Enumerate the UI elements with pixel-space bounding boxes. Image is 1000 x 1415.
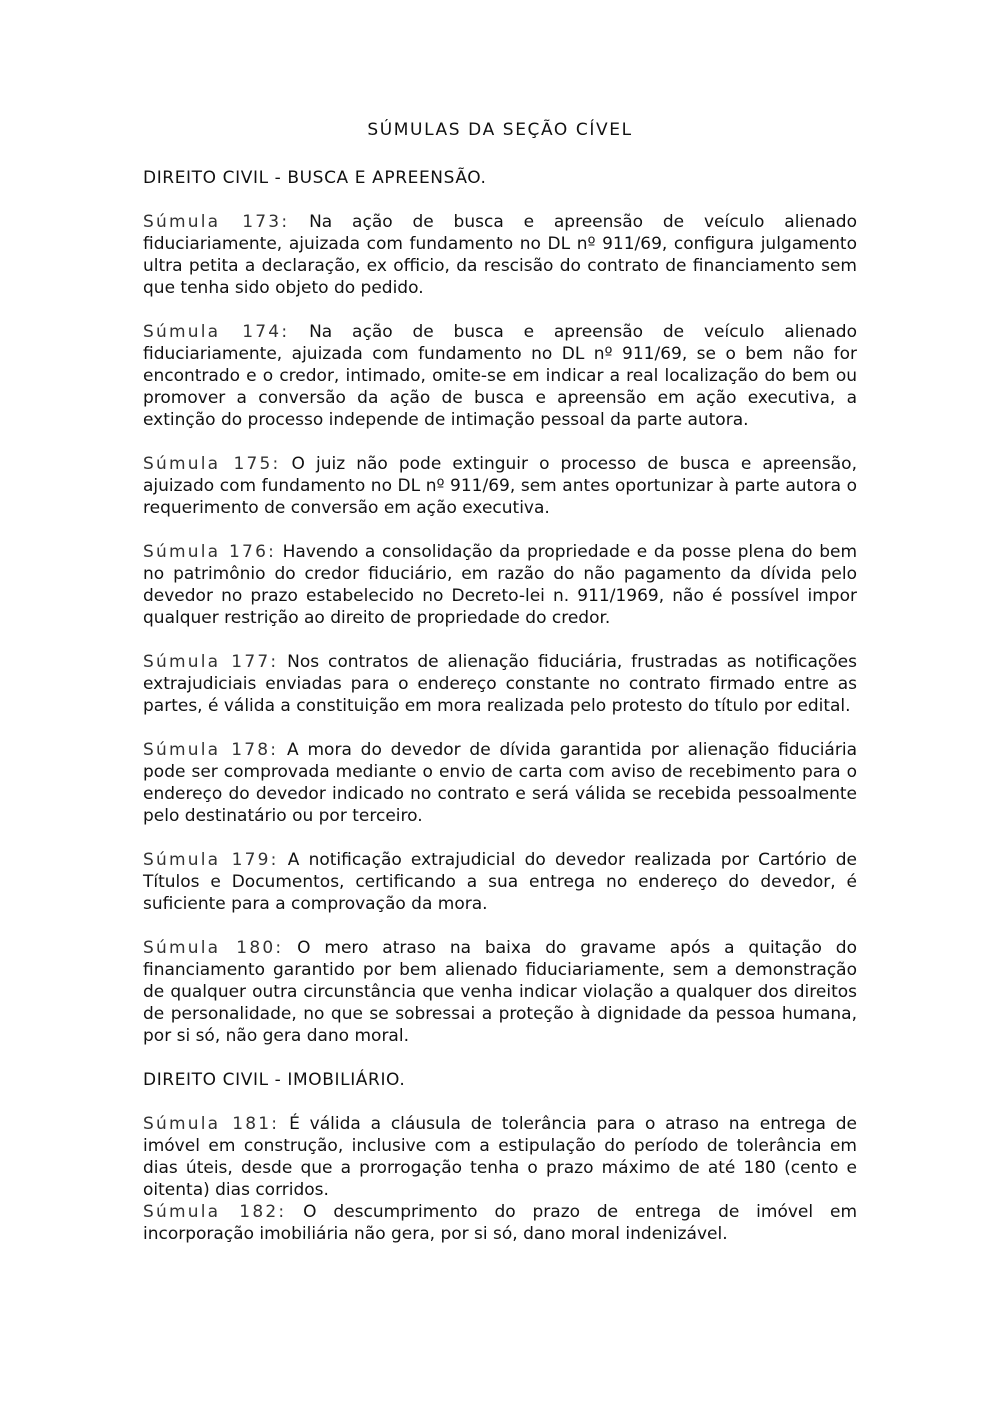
sumula-text: A notificação extrajudicial do devedor realizada por Cartório de Títulos e Documentos, certificando a sua entrega no endereço do devedor, é suficiente para a comprovação da mora.: [143, 850, 857, 914]
sumula-label: Súmula 178:: [143, 740, 279, 760]
sumula-175: [143, 453, 857, 519]
sumula-text: O mero atraso na baixa do gravame após a quitação do financiamento garantido por bem alienado fiduciariamente, sem a demonstração de qualquer outra circunstância que venha indicar violação a qualquer dos direitos de personalidade, no que se sobressai a proteção à dignidade da pessoa humana, por si só, não gera dano moral.: [143, 938, 857, 1046]
sumula-label: Súmula 176:: [143, 542, 277, 562]
sumula-173: [143, 211, 857, 299]
sumula-text: Na ação de busca e apreensão de veículo alienado fiduciariamente, ajuizada com fundamento no DL nº 911/69, configura julgamento ultra petita a declaração, ex officio, da rescisão do contrato de financiamento sem que tenha sido objeto do pedido.: [143, 212, 857, 298]
sumula-176: [143, 541, 857, 629]
sumula-text: É válida a cláusula de tolerância para o atraso na entrega de imóvel em construção, inclusive com a estipulação do período de tolerância em dias úteis, desde que a prorrogação tenha o prazo máximo de até 180 (cento e oitenta) dias corridos.: [143, 1114, 858, 1200]
sumula-label: Súmula 173:: [143, 212, 290, 232]
sumula-180: [143, 937, 857, 1047]
sumula-182: [143, 1201, 857, 1245]
sumula-label: Súmula 175:: [143, 454, 281, 474]
sumula-text: Havendo a consolidação da propriedade e da posse plena do bem no patrimônio do credor fiduciário, em razão do não pagamento da dívida pelo devedor no prazo estabelecido no Decreto-lei n. 911/1969, não é possível impor qualquer restrição ao direito de propriedade do credor.: [143, 542, 857, 628]
sumula-label: Súmula 181:: [143, 1114, 280, 1134]
sumula-text: Na ação de busca e apreensão de veículo alienado fiduciariamente, ajuizada com fundamento no DL nº 911/69, se o bem não for encontrado e o credor, intimado, omite-se em indicar a real localização do bem ou promover a conversão da ação de busca e apreensão em ação executiva, a extinção do processo independe de intimação pessoal da parte autora.: [143, 322, 857, 430]
document-title: SÚMULAS DA SEÇÃO CÍVEL: [367, 120, 633, 140]
sumula-174: [143, 321, 857, 431]
sumula-label: Súmula 177:: [143, 652, 279, 672]
section-heading-imobiliario: DIREITO CIVIL - IMOBILIÁRIO.: [143, 1070, 406, 1090]
section-heading-busca-apreensao: DIREITO CIVIL - BUSCA E APREENSÃO.: [143, 168, 487, 188]
sumula-179: [143, 849, 857, 915]
sumula-label: Súmula 180:: [143, 938, 284, 958]
sumula-label: Súmula 182:: [143, 1202, 287, 1222]
sumula-text: O juiz não pode extinguir o processo de busca e apreensão, ajuizado com fundamento no DL nº 911/69, sem antes oportunizar à parte autora o requerimento de conversão em ação executiva.: [143, 454, 857, 518]
sumula-text: Nos contratos de alienação fiduciária, frustradas as notificações extrajudiciais enviadas para o endereço constante no contrato firmado entre as partes, é válida a constituição em mora realizada pelo protesto do título por edital.: [143, 652, 857, 716]
sumula-label: Súmula 174:: [143, 322, 290, 342]
sumula-178: [143, 739, 857, 827]
document-page: [143, 118, 857, 1245]
sumula-text: A mora do devedor de dívida garantida por alienação fiduciária pode ser comprovada mediante o envio de carta com aviso de recebimento para o endereço do devedor indicado no contrato e será válida se recebida pessoalmente pelo destinatário ou por terceiro.: [143, 740, 857, 826]
sumula-177: [143, 651, 857, 717]
sumula-label: Súmula 179:: [143, 850, 279, 870]
sumula-181: [143, 1113, 857, 1201]
sumula-text: O descumprimento do prazo de entrega de imóvel em incorporação imobiliária não gera, por si só, dano moral indenizável.: [143, 1202, 858, 1244]
